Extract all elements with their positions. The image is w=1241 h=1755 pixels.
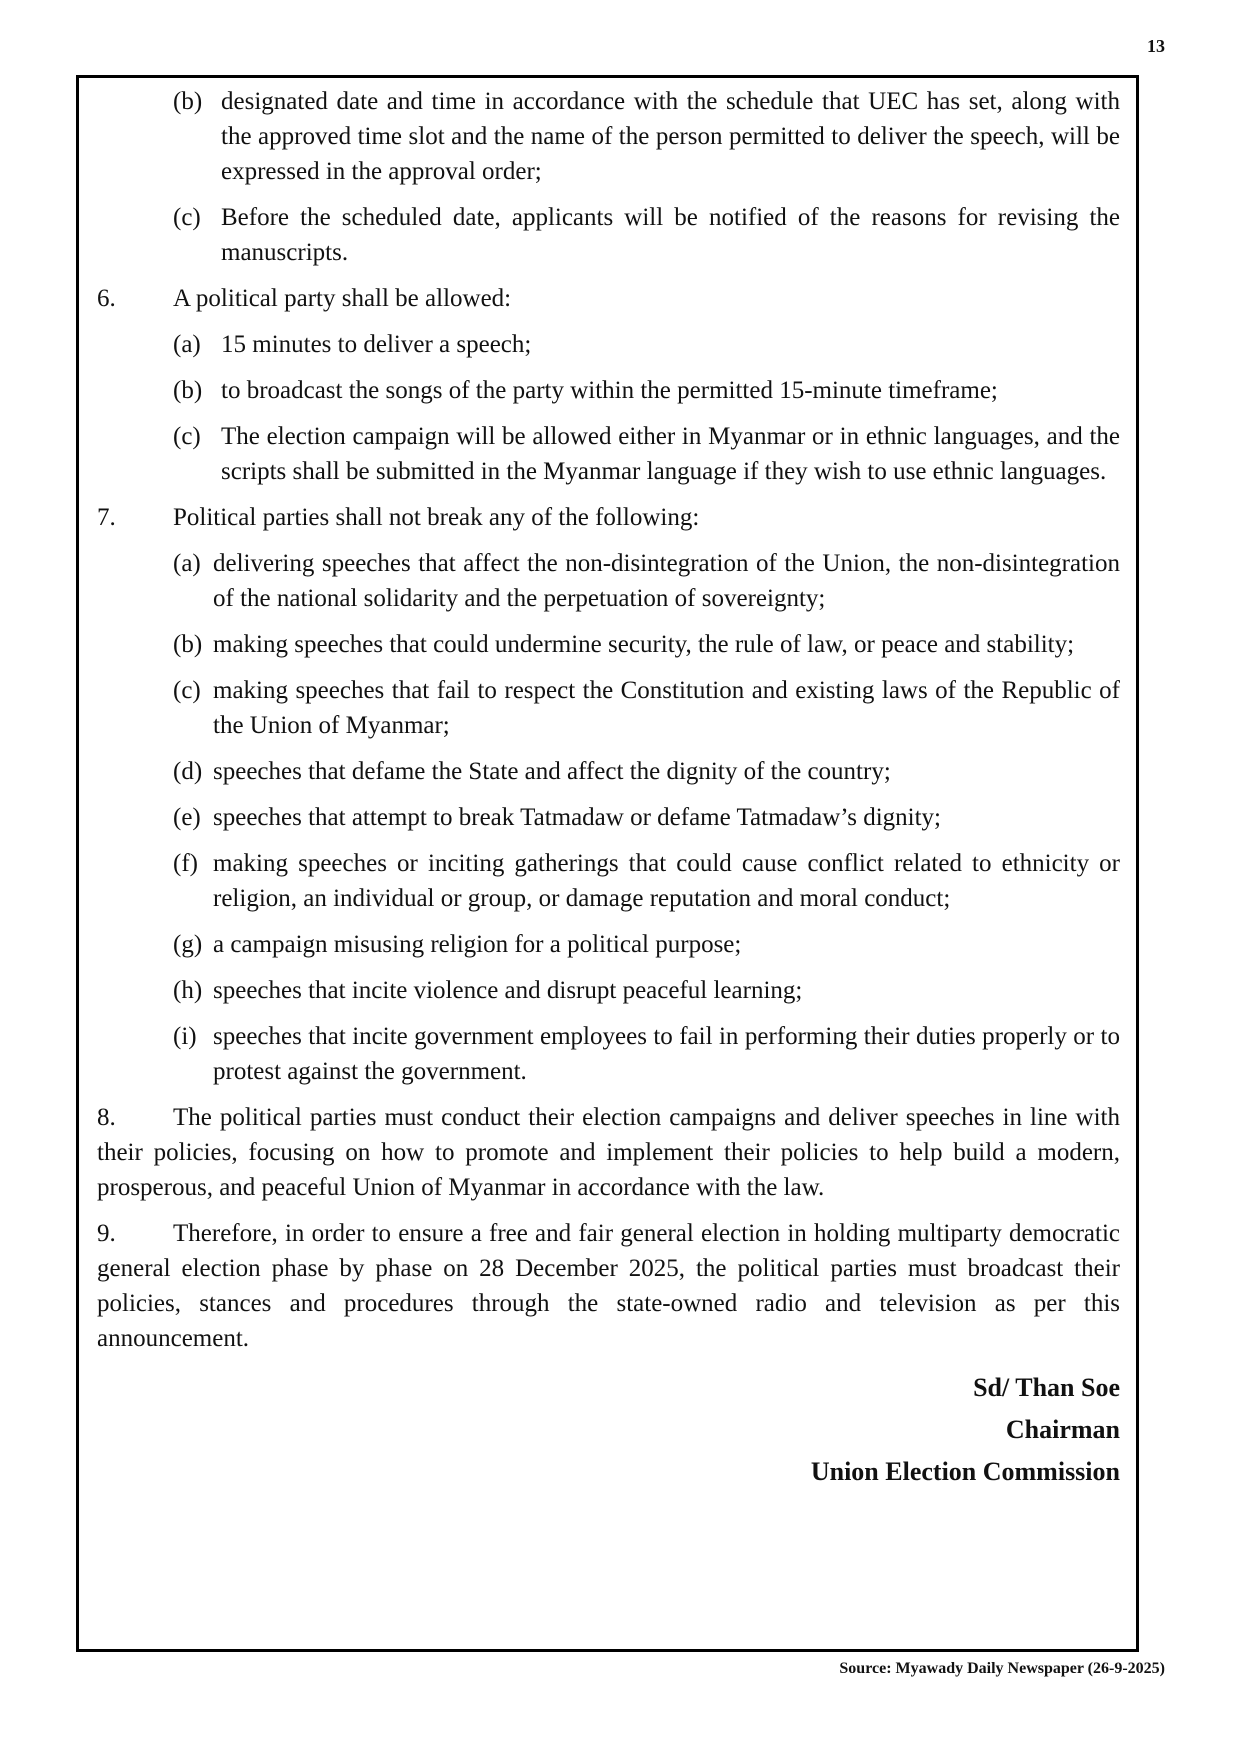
section-heading: Political parties shall not break any of the following: — [173, 504, 700, 531]
item-label: (b) — [173, 377, 203, 404]
list-item — [97, 419, 1120, 489]
announcement-frame — [76, 75, 1139, 1652]
item-text: speeches that incite violence and disrupt peaceful learning; — [213, 977, 803, 1004]
item-label: (c) — [173, 677, 201, 704]
item-text: a campaign misusing religion for a political purpose; — [213, 931, 742, 958]
item-text: speeches that attempt to break Tatmadaw or defame Tatmadaw’s dignity; — [213, 804, 941, 831]
item-text: to broadcast the songs of the party within the permitted 15-minute timeframe; — [221, 377, 998, 404]
list-item — [97, 846, 1120, 916]
item-label: (f) — [173, 850, 198, 877]
section-number: 6. — [97, 285, 116, 312]
section-text: The political parties must conduct their election campaigns and deliver speeches in line with their policies, focusing on how to promote and implement their policies to help build a modern, prosperous, and peaceful Union of Myanmar in accordance with the law. — [97, 1104, 1120, 1201]
list-item — [97, 200, 1120, 270]
item-label: (c) — [173, 204, 201, 231]
section-7-heading — [97, 500, 1120, 535]
item-text: delivering speeches that affect the non-disintegration of the Union, the non-disintegration of the national solidarity and the perpetuation of sovereignty; — [213, 550, 1120, 612]
item-label: (e) — [173, 804, 201, 831]
item-label: (g) — [173, 931, 203, 958]
signatory-title: Chairman — [1005, 1415, 1120, 1444]
section-text: Therefore, in order to ensure a free and fair general election in holding multiparty democratic general election phase by phase on 28 December 2025, the political parties must broadcast their policies, stances and procedures through the state-owned radio and television as per this announcement. — [97, 1220, 1120, 1352]
item-label: (a) — [173, 550, 201, 577]
item-label: (h) — [173, 977, 203, 1004]
signature-block — [97, 1367, 1120, 1493]
item-text: making speeches that could undermine security, the rule of law, or peace and stability; — [213, 631, 1075, 658]
page-number: 13 — [1147, 36, 1165, 56]
source-citation: Source: Myawady Daily Newspaper (26-9-2025) — [839, 1660, 1165, 1677]
item-text: The election campaign will be allowed either in Myanmar or in ethnic languages, and the scripts shall be submitted in the Myanmar language if they wish to use ethnic languages. — [221, 423, 1120, 485]
list-item — [97, 373, 1120, 408]
section-number: 7. — [97, 504, 116, 531]
item-label: (b) — [173, 631, 203, 658]
section-number: 8. — [97, 1104, 116, 1131]
section-9-paragraph — [97, 1216, 1120, 1356]
list-item — [97, 973, 1120, 1008]
list-item — [97, 327, 1120, 362]
list-item — [97, 754, 1120, 789]
item-text: speeches that defame the State and affect the dignity of the country; — [213, 758, 891, 785]
item-label: (i) — [173, 1023, 197, 1050]
item-text: making speeches or inciting gatherings that could cause conflict related to ethnicity or religion, an individual or group, or damage reputation and moral conduct; — [213, 850, 1120, 912]
announcement-body — [97, 84, 1120, 1493]
item-label: (b) — [173, 88, 203, 115]
item-text: Before the scheduled date, applicants will be notified of the reasons for revising the manuscripts. — [221, 204, 1120, 266]
section-number: 9. — [97, 1220, 116, 1247]
list-item — [97, 800, 1120, 835]
item-text: making speeches that fail to respect the Constitution and existing laws of the Republic of the Union of Myanmar; — [213, 677, 1120, 739]
signatory-organization: Union Election Commission — [810, 1457, 1120, 1486]
list-item — [97, 84, 1120, 189]
list-item — [97, 673, 1120, 743]
item-text: designated date and time in accordance with the schedule that UEC has set, along with the approved time slot and the name of the person permitted to deliver the speech, will be expressed in the approval order; — [221, 88, 1120, 185]
item-label: (a) — [173, 331, 201, 358]
list-item — [97, 627, 1120, 662]
section-8-paragraph — [97, 1100, 1120, 1205]
list-item — [97, 927, 1120, 962]
section-heading: A political party shall be allowed: — [173, 285, 512, 312]
item-label: (d) — [173, 758, 203, 785]
signatory-name: Sd/ Than Soe — [973, 1373, 1120, 1402]
item-text: 15 minutes to deliver a speech; — [221, 331, 532, 358]
list-item — [97, 546, 1120, 616]
list-item — [97, 1019, 1120, 1089]
section-6-heading — [97, 281, 1120, 316]
item-label: (c) — [173, 423, 201, 450]
item-text: speeches that incite government employees to fail in performing their duties properly or to protest against the government. — [213, 1023, 1120, 1085]
